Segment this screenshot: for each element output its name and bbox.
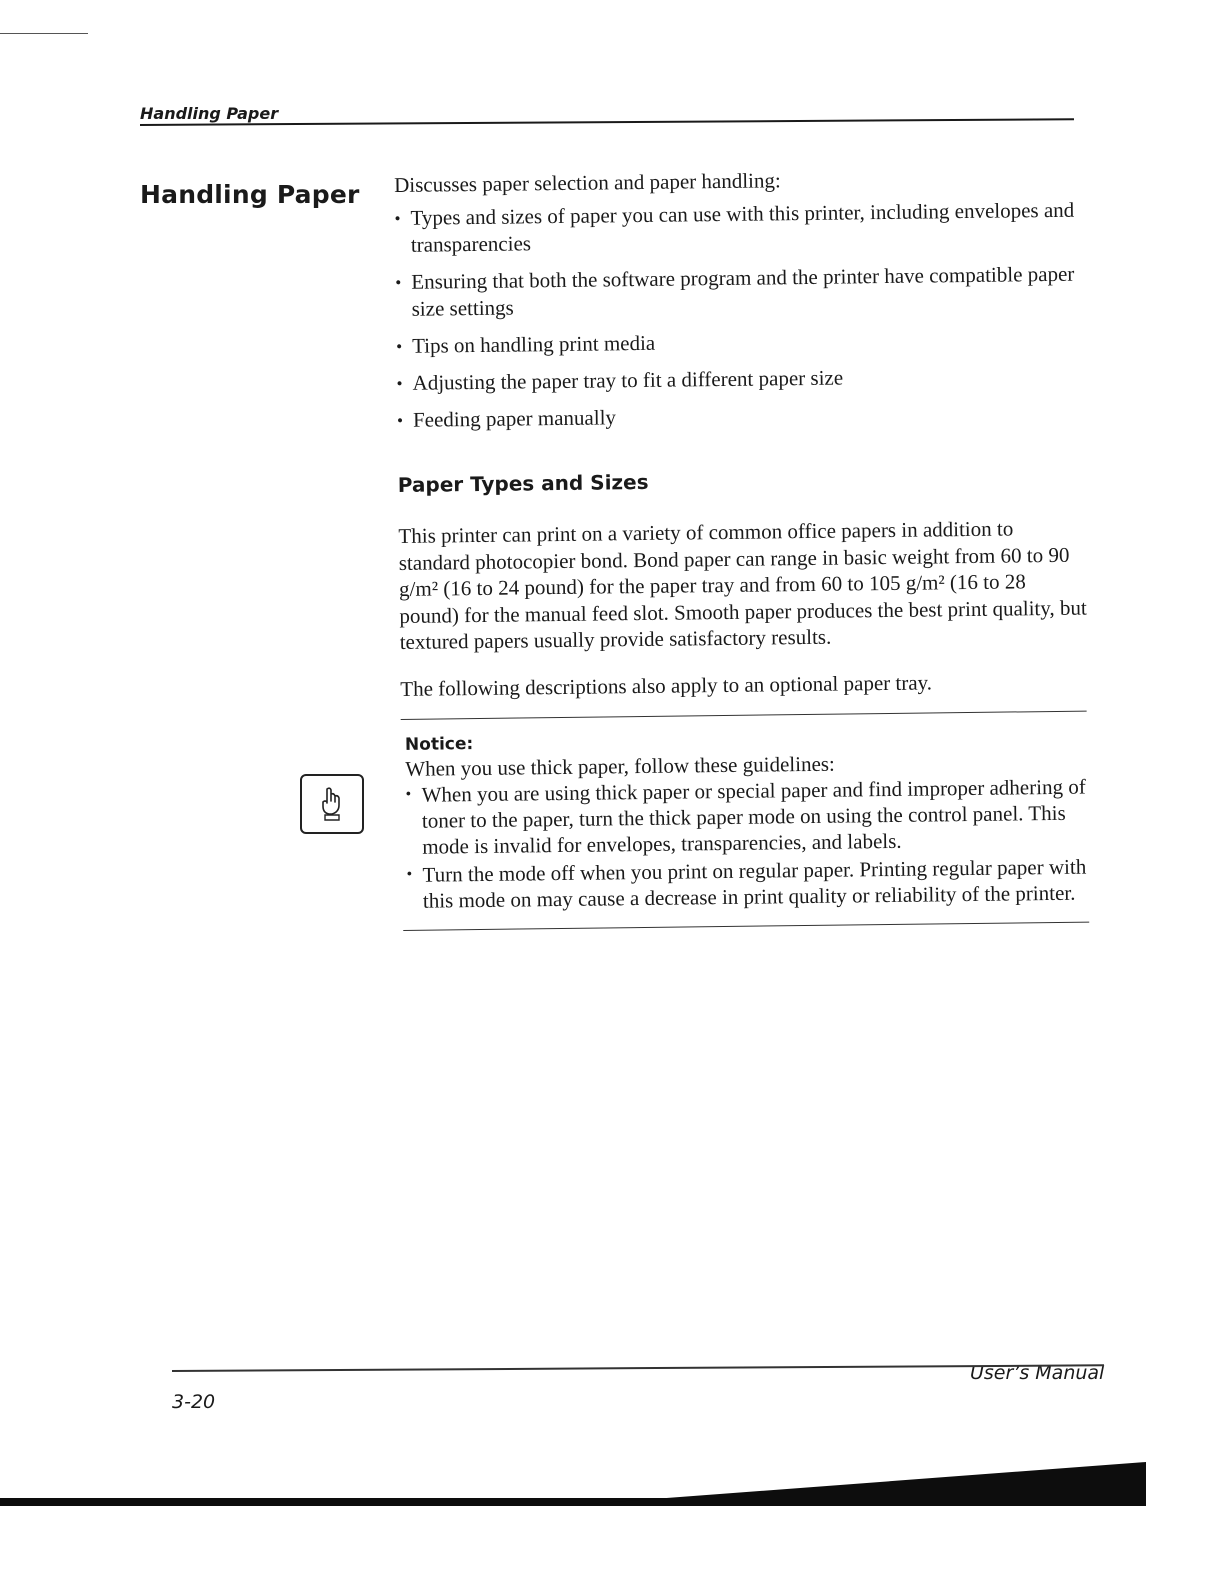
top-left-scan-line: [0, 33, 88, 34]
pointing-hand-icon-glyph: [317, 786, 347, 822]
section-title: Handling Paper: [140, 180, 360, 209]
pointing-hand-icon: [300, 774, 364, 834]
notice-label: Notice:: [404, 733, 474, 755]
footer-manual-title: User’s Manual: [970, 1362, 1105, 1384]
paper-types-paragraph: This printer can print on a variety of common office papers in addition to standard photocopier bond. Bond paper can range in basic weight from 60 to 90 g/m² (16 to 24 pound) for the paper tray and from 60 to 105 g/m² (16 to 28 pound) for the manual feed slot. Smooth paper produces the best print quality, but textured papers usually provide satisfactory results.: [398, 516, 1087, 654]
paper-types-heading: Paper Types and Sizes: [397, 469, 649, 497]
page-number: 3-20: [172, 1391, 216, 1413]
list-item: • Ensuring that both the software program and the printer have compatible paper size settings: [395, 261, 1086, 323]
list-item: • Turn the mode off when you print on regular paper. Printing regular paper with this mode on may cause a decrease in print quality or reliability of the printer.: [406, 853, 1089, 913]
list-item: • Adjusting the paper tray to fit a different paper size: [396, 362, 1086, 397]
list-item: • Types and sizes of paper you can use with this printer, including envelopes and transparencies: [394, 197, 1085, 259]
topic-list: [394, 197, 1087, 434]
list-item: • Tips on handling print media: [396, 325, 1086, 360]
bottom-scan-band-thick: [560, 1462, 1146, 1506]
footer-rule: [172, 1364, 1104, 1371]
list-item: • When you are using thick paper or special paper and find improper adhering of toner to the paper, turn the thick paper mode on using the control panel. This mode is invalid for envelopes, transparencies, and labels.: [405, 773, 1088, 859]
running-header: Handling Paper: [140, 104, 279, 123]
list-item: • Feeding paper manually: [397, 399, 1087, 434]
main-content: [394, 164, 1093, 931]
header-rule: [140, 118, 1074, 126]
notice-intro: When you use thick paper, follow these guidelines:: [405, 751, 835, 781]
section-intro: Discusses paper selection and paper handling:: [394, 168, 781, 197]
optional-tray-paragraph: The following descriptions also apply to an optional paper tray.: [400, 669, 933, 701]
notice-box: [401, 710, 1090, 930]
notice-list: [405, 773, 1089, 913]
